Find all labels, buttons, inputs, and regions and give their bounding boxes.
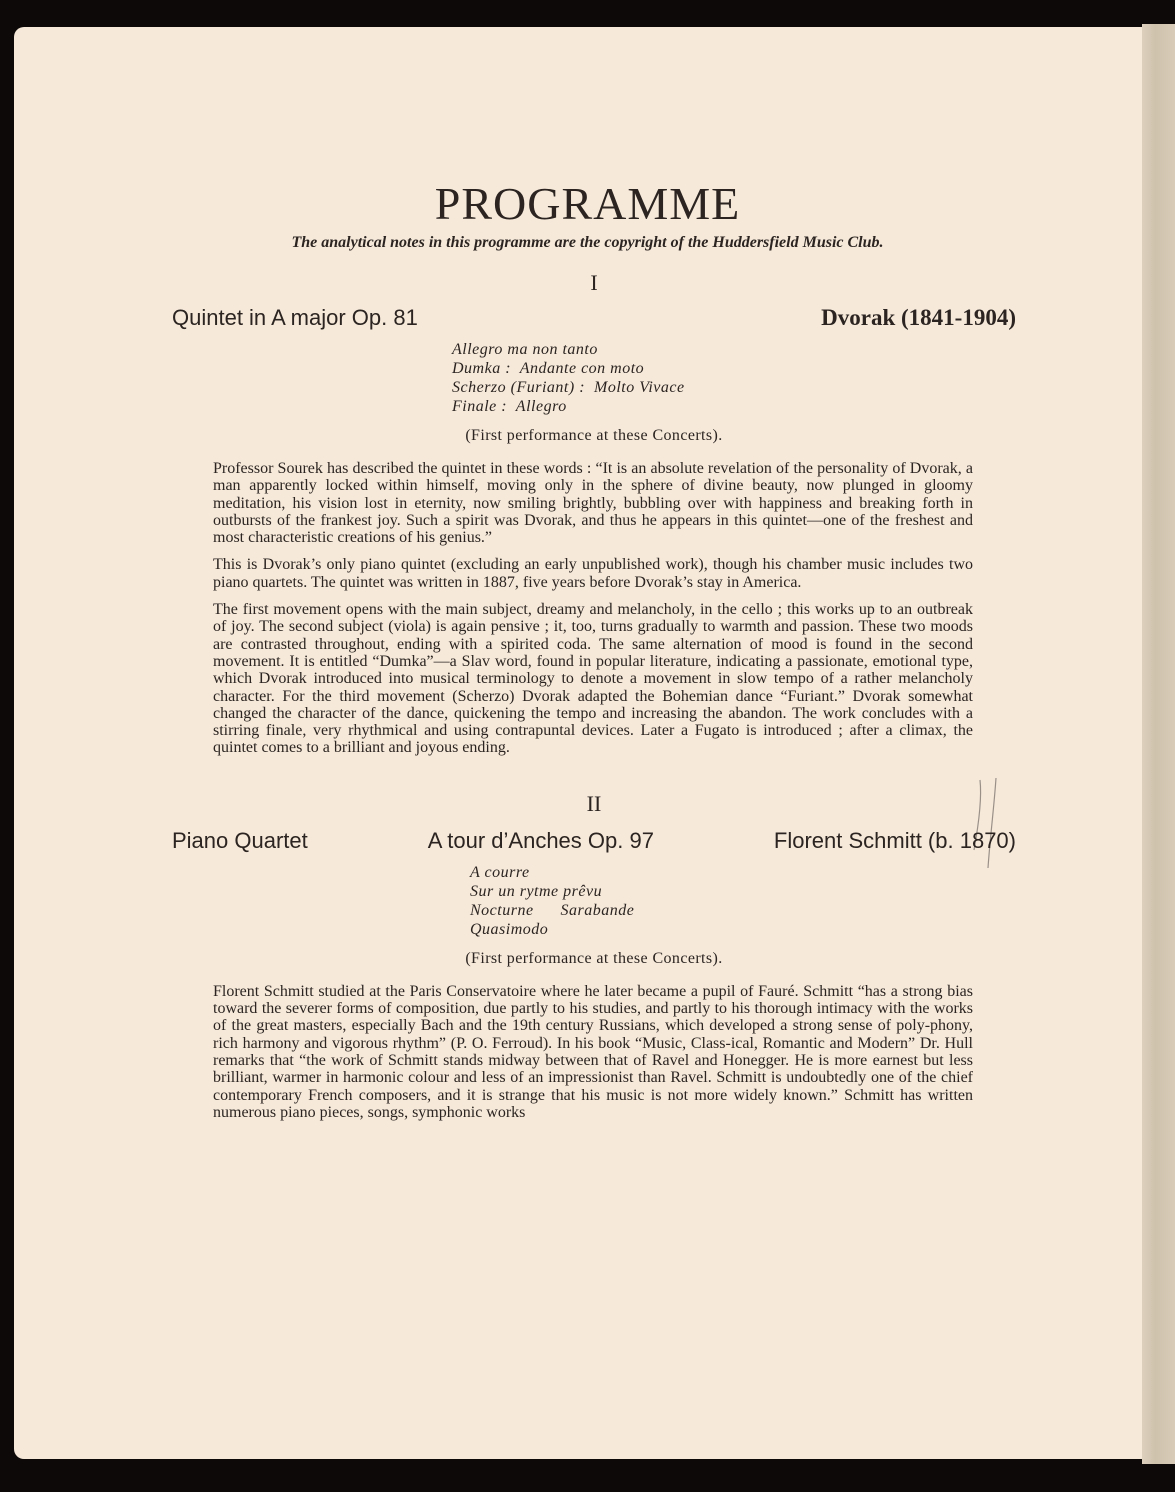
composer: Dvorak (1841-1904) <box>821 305 1016 330</box>
work-title: Quintet in A major Op. 81 <box>172 305 418 330</box>
work-heading <box>172 827 1016 855</box>
movement: Allegro ma non tanto <box>452 341 598 358</box>
work-title: A tour d’Anches Op. 97 <box>427 827 654 853</box>
movement: Finale : Allegro <box>452 398 567 415</box>
movement: A courre <box>470 863 530 881</box>
movement: Sur un rytme prêvu <box>470 882 603 900</box>
movement-list <box>452 340 1175 416</box>
paragraph: Professor Sourek has described the quintet in these words : “It is an absolute revelation of the personality of Dvorak, a man apparently locked within himself, moving only in the sphere of divine beauty, now plunged in gloomy meditation, his vision lost in eternity, now smiling brightly, bubbling over with happiness and breaking forth in outbursts of the frankest joy. Such a spirit was Dvorak, and thus he appears in this quintet—one of the freshest and most characteristic creations of his genius.” <box>213 460 973 547</box>
page-title: PROGRAMME <box>434 178 741 229</box>
performance-note: (First performance at these Concerts). <box>465 427 723 444</box>
programme-section <box>0 270 1175 757</box>
paragraph: Florent Schmitt studied at the Paris Conservatoire where he later became a pupil of Fauré. Schmitt “has a strong bias toward the severer forms of composition, due partly to his studies, and partly to his thorough intimacy with the works of the great masters, especially Bach and the 19th century Russians, which developed a strong sense of poly-phony, rich harmony and vigorous rhythm” (P. O. Ferroud). In his book “Music, Class-ical, Romantic and Modern” Dr. Hull remarks that “the work of Schmitt stands midway between that of Ravel and Honegger. He is more earnest but less brilliant, warmer in harmonic colour and less of an impressionist than Ravel. Schmitt is undoubtedly one of the chief contemporary French composers, and it is strange that his music is not more widely known.” Schmitt has written numerous piano pieces, songs, symphonic works <box>213 982 973 1121</box>
performance-note: (First performance at these Concerts). <box>465 949 723 967</box>
movement: Dumka : Andante con moto <box>452 360 645 377</box>
paragraph: The first movement opens with the main subject, dreamy and melancholy, in the cello ; this works up to an outbreak of joy. The second subject (viola) is again pensive ; it, too, turns gradually to warmth and passion. These two moods are contrasted throughout, ending with a spirited coda. The same alternation of mood is found in the second movement. It is entitled “Dumka”—a Slav word, found in popular literature, indicating a passionate, emotional type, which Dvorak introduced into musical terminology to denote a movement in slow tempo of a rather melancholy character. For the third movement (Scherzo) Dvorak adapted the Bohemian dance “Furiant.” Dvorak somewhat changed the character of the dance, quickening the tempo and increasing the abandon. The work concludes with a stirring finale, very rhythmical and using contrapuntal devices. Later a Fugato is introduced ; after a climax, the quintet comes to a brilliant and joyous ending. <box>213 601 973 757</box>
movement: Nocturne Sarabande <box>470 901 635 919</box>
work-heading <box>172 304 1016 332</box>
paragraph: This is Dvorak’s only piano quintet (excluding an early unpublished work), though his chamber music includes two piano quartets. The quintet was written in 1887, five years before Dvorak’s stay in America. <box>213 556 973 591</box>
programme-section <box>0 791 1175 1121</box>
copyright-note: The analytical notes in this programme are the copyright of the Huddersfield Music Club. <box>291 234 884 251</box>
movement: Scherzo (Furiant) : Molto Vivace <box>452 379 685 396</box>
work-genre: Piano Quartet <box>172 827 308 853</box>
section-numeral: I <box>590 270 598 295</box>
movement-list <box>470 863 1175 939</box>
composer: Florent Schmitt (b. 1870) <box>773 827 1016 853</box>
movement: Quasimodo <box>470 920 549 938</box>
section-numeral: II <box>586 790 602 816</box>
